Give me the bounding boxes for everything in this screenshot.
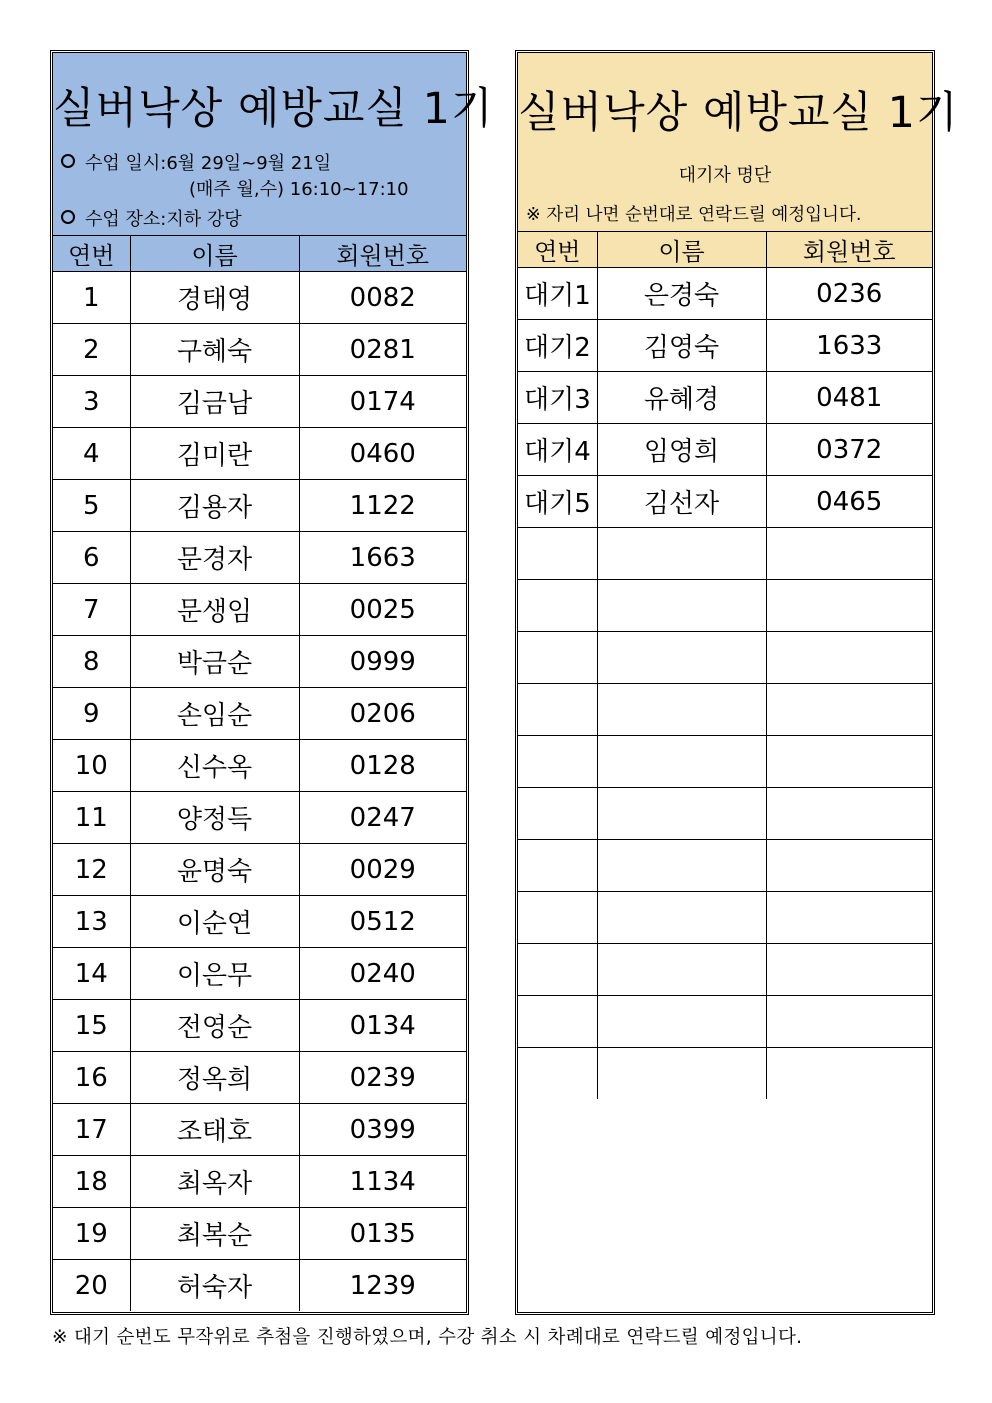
name-cell: 전영순 — [130, 1000, 299, 1052]
table-row — [53, 532, 466, 584]
seq-cell: 12 — [53, 844, 130, 896]
name-cell: 최옥자 — [130, 1156, 299, 1208]
name-cell — [597, 684, 766, 736]
footer-note: ※ 대기 순번도 무작위로 추첨을 진행하였으며, 수강 취소 시 차례대로 연락드릴 예정입니다. — [52, 1327, 803, 1348]
name-cell — [597, 840, 766, 892]
name-cell: 구혜숙 — [130, 324, 299, 376]
table-row — [518, 736, 932, 788]
name-cell: 손임순 — [130, 688, 299, 740]
member-no-cell: 0134 — [299, 1000, 466, 1052]
name-cell: 윤명숙 — [130, 844, 299, 896]
name-cell: 문경자 — [130, 532, 299, 584]
name-cell — [597, 736, 766, 788]
member-no-cell — [766, 892, 932, 944]
name-cell: 김미란 — [130, 428, 299, 480]
seq-cell: 대기4 — [518, 424, 597, 476]
waitlist-label: 대기자 명단 — [678, 165, 772, 186]
table-row — [518, 632, 932, 684]
table-row — [518, 840, 932, 892]
table-row — [53, 1000, 466, 1052]
table-row — [518, 580, 932, 632]
table-row — [53, 480, 466, 532]
seq-cell: 8 — [53, 636, 130, 688]
seq-cell — [518, 788, 597, 840]
name-cell — [597, 528, 766, 580]
name-cell: 정옥희 — [130, 1052, 299, 1104]
table-row — [53, 584, 466, 636]
table-row — [53, 792, 466, 844]
member-no-cell: 0239 — [299, 1052, 466, 1104]
seq-cell: 14 — [53, 948, 130, 1000]
member-no-cell: 1663 — [299, 532, 466, 584]
class-title: 실버낙상 예방교실 1기 — [53, 84, 494, 134]
name-cell: 김영숙 — [597, 320, 766, 372]
table-row — [518, 788, 932, 840]
column-header-member-no: 회원번호 — [299, 236, 466, 272]
member-no-cell — [766, 944, 932, 996]
table-row — [518, 268, 932, 320]
table-row — [518, 944, 932, 996]
member-no-cell: 0236 — [766, 268, 932, 320]
table-row — [53, 324, 466, 376]
table-row — [518, 892, 932, 944]
class-schedule-detail: (매주 월,수) 16:10~17:10 — [189, 179, 409, 200]
name-cell — [597, 1048, 766, 1100]
name-cell: 김용자 — [130, 480, 299, 532]
name-cell: 이은무 — [130, 948, 299, 1000]
table-row — [518, 372, 932, 424]
class-location — [61, 205, 242, 231]
table-row — [53, 1104, 466, 1156]
waitlist-panel — [515, 50, 959, 1315]
name-cell: 조태호 — [130, 1104, 299, 1156]
seq-cell: 16 — [53, 1052, 130, 1104]
seq-cell — [518, 528, 597, 580]
table-row — [518, 476, 932, 528]
seq-cell: 대기1 — [518, 268, 597, 320]
table-row — [53, 1052, 466, 1104]
circle-bullet-icon — [61, 154, 75, 168]
member-no-cell: 0481 — [766, 372, 932, 424]
table-row — [53, 428, 466, 480]
member-no-cell — [766, 580, 932, 632]
column-header-seq: 연번 — [518, 232, 597, 268]
table-row — [518, 528, 932, 580]
waitlist-note: ※ 자리 나면 순번대로 연락드릴 예정입니다. — [526, 205, 862, 225]
name-cell: 김선자 — [597, 476, 766, 528]
seq-cell: 대기2 — [518, 320, 597, 372]
waitlist-header — [518, 53, 959, 232]
seq-cell — [518, 996, 597, 1048]
table-row — [53, 1260, 466, 1312]
name-cell: 양정득 — [130, 792, 299, 844]
member-no-cell — [766, 632, 932, 684]
name-cell: 신수옥 — [130, 740, 299, 792]
member-no-cell: 1633 — [766, 320, 932, 372]
member-no-cell: 0999 — [299, 636, 466, 688]
member-no-cell: 0460 — [299, 428, 466, 480]
table-row — [53, 740, 466, 792]
name-cell — [597, 996, 766, 1048]
seq-cell — [518, 684, 597, 736]
class-schedule — [61, 149, 331, 175]
member-no-cell: 0029 — [299, 844, 466, 896]
table-row — [518, 1048, 932, 1100]
enrollment-panel — [50, 50, 494, 1315]
table-row — [53, 896, 466, 948]
member-no-cell: 0128 — [299, 740, 466, 792]
name-cell: 경태영 — [130, 272, 299, 324]
member-no-cell: 1134 — [299, 1156, 466, 1208]
table-row — [518, 996, 932, 1048]
member-no-cell — [766, 840, 932, 892]
seq-cell — [518, 840, 597, 892]
class-location-text: 수업 장소:지하 강당 — [85, 209, 242, 230]
seq-cell — [518, 944, 597, 996]
class-schedule-text: 수업 일시:6월 29일~9월 21일 — [85, 153, 332, 174]
name-cell: 문생임 — [130, 584, 299, 636]
member-no-cell — [766, 1048, 932, 1100]
member-no-cell — [766, 528, 932, 580]
seq-cell: 4 — [53, 428, 130, 480]
name-cell: 김금남 — [130, 376, 299, 428]
member-no-cell: 0372 — [766, 424, 932, 476]
seq-cell: 9 — [53, 688, 130, 740]
name-cell: 임영희 — [597, 424, 766, 476]
column-header-member-no: 회원번호 — [766, 232, 932, 268]
seq-cell: 1 — [53, 272, 130, 324]
seq-cell: 13 — [53, 896, 130, 948]
table-row — [53, 688, 466, 740]
member-no-cell — [766, 996, 932, 1048]
seq-cell: 7 — [53, 584, 130, 636]
seq-cell: 6 — [53, 532, 130, 584]
name-cell — [597, 892, 766, 944]
name-cell: 허숙자 — [130, 1260, 299, 1312]
table-header-row — [53, 236, 466, 272]
name-cell: 은경숙 — [597, 268, 766, 320]
table-row — [53, 272, 466, 324]
member-no-cell: 0025 — [299, 584, 466, 636]
table-row — [53, 844, 466, 896]
seq-cell — [518, 632, 597, 684]
member-no-cell: 1122 — [299, 480, 466, 532]
table-row — [518, 424, 932, 476]
column-header-name: 이름 — [597, 232, 766, 268]
member-no-cell: 0082 — [299, 272, 466, 324]
seq-cell: 대기5 — [518, 476, 597, 528]
member-no-cell — [766, 788, 932, 840]
member-no-cell: 0240 — [299, 948, 466, 1000]
name-cell: 유혜경 — [597, 372, 766, 424]
waitlist-table — [518, 231, 932, 1099]
seq-cell: 2 — [53, 324, 130, 376]
table-row — [53, 1156, 466, 1208]
name-cell: 이순연 — [130, 896, 299, 948]
table-row — [53, 1208, 466, 1260]
seq-cell: 5 — [53, 480, 130, 532]
table-row — [53, 376, 466, 428]
member-no-cell: 0174 — [299, 376, 466, 428]
member-no-cell: 0465 — [766, 476, 932, 528]
table-header-row — [518, 232, 932, 268]
member-no-cell: 0206 — [299, 688, 466, 740]
seq-cell: 3 — [53, 376, 130, 428]
seq-cell: 18 — [53, 1156, 130, 1208]
seq-cell: 20 — [53, 1260, 130, 1312]
member-no-cell — [766, 684, 932, 736]
member-no-cell — [766, 736, 932, 788]
seq-cell: 17 — [53, 1104, 130, 1156]
member-no-cell: 1239 — [299, 1260, 466, 1312]
seq-cell: 11 — [53, 792, 130, 844]
seq-cell — [518, 892, 597, 944]
member-no-cell: 0512 — [299, 896, 466, 948]
seq-cell: 19 — [53, 1208, 130, 1260]
member-no-cell: 0399 — [299, 1104, 466, 1156]
column-header-name: 이름 — [130, 236, 299, 272]
table-row — [518, 684, 932, 736]
enrollment-header — [53, 53, 494, 236]
seq-cell: 15 — [53, 1000, 130, 1052]
seq-cell — [518, 1048, 597, 1100]
name-cell — [597, 788, 766, 840]
member-no-cell: 0135 — [299, 1208, 466, 1260]
enrollment-table — [53, 235, 466, 1311]
name-cell — [597, 632, 766, 684]
table-row — [53, 636, 466, 688]
name-cell: 박금순 — [130, 636, 299, 688]
name-cell — [597, 580, 766, 632]
table-row — [518, 320, 932, 372]
waitlist-class-title: 실버낙상 예방교실 1기 — [518, 88, 959, 138]
seq-cell — [518, 580, 597, 632]
seq-cell: 대기3 — [518, 372, 597, 424]
name-cell — [597, 944, 766, 996]
name-cell: 최복순 — [130, 1208, 299, 1260]
member-no-cell: 0247 — [299, 792, 466, 844]
column-header-seq: 연번 — [53, 236, 130, 272]
circle-bullet-icon — [61, 210, 75, 224]
member-no-cell: 0281 — [299, 324, 466, 376]
seq-cell: 10 — [53, 740, 130, 792]
table-row — [53, 948, 466, 1000]
seq-cell — [518, 736, 597, 788]
